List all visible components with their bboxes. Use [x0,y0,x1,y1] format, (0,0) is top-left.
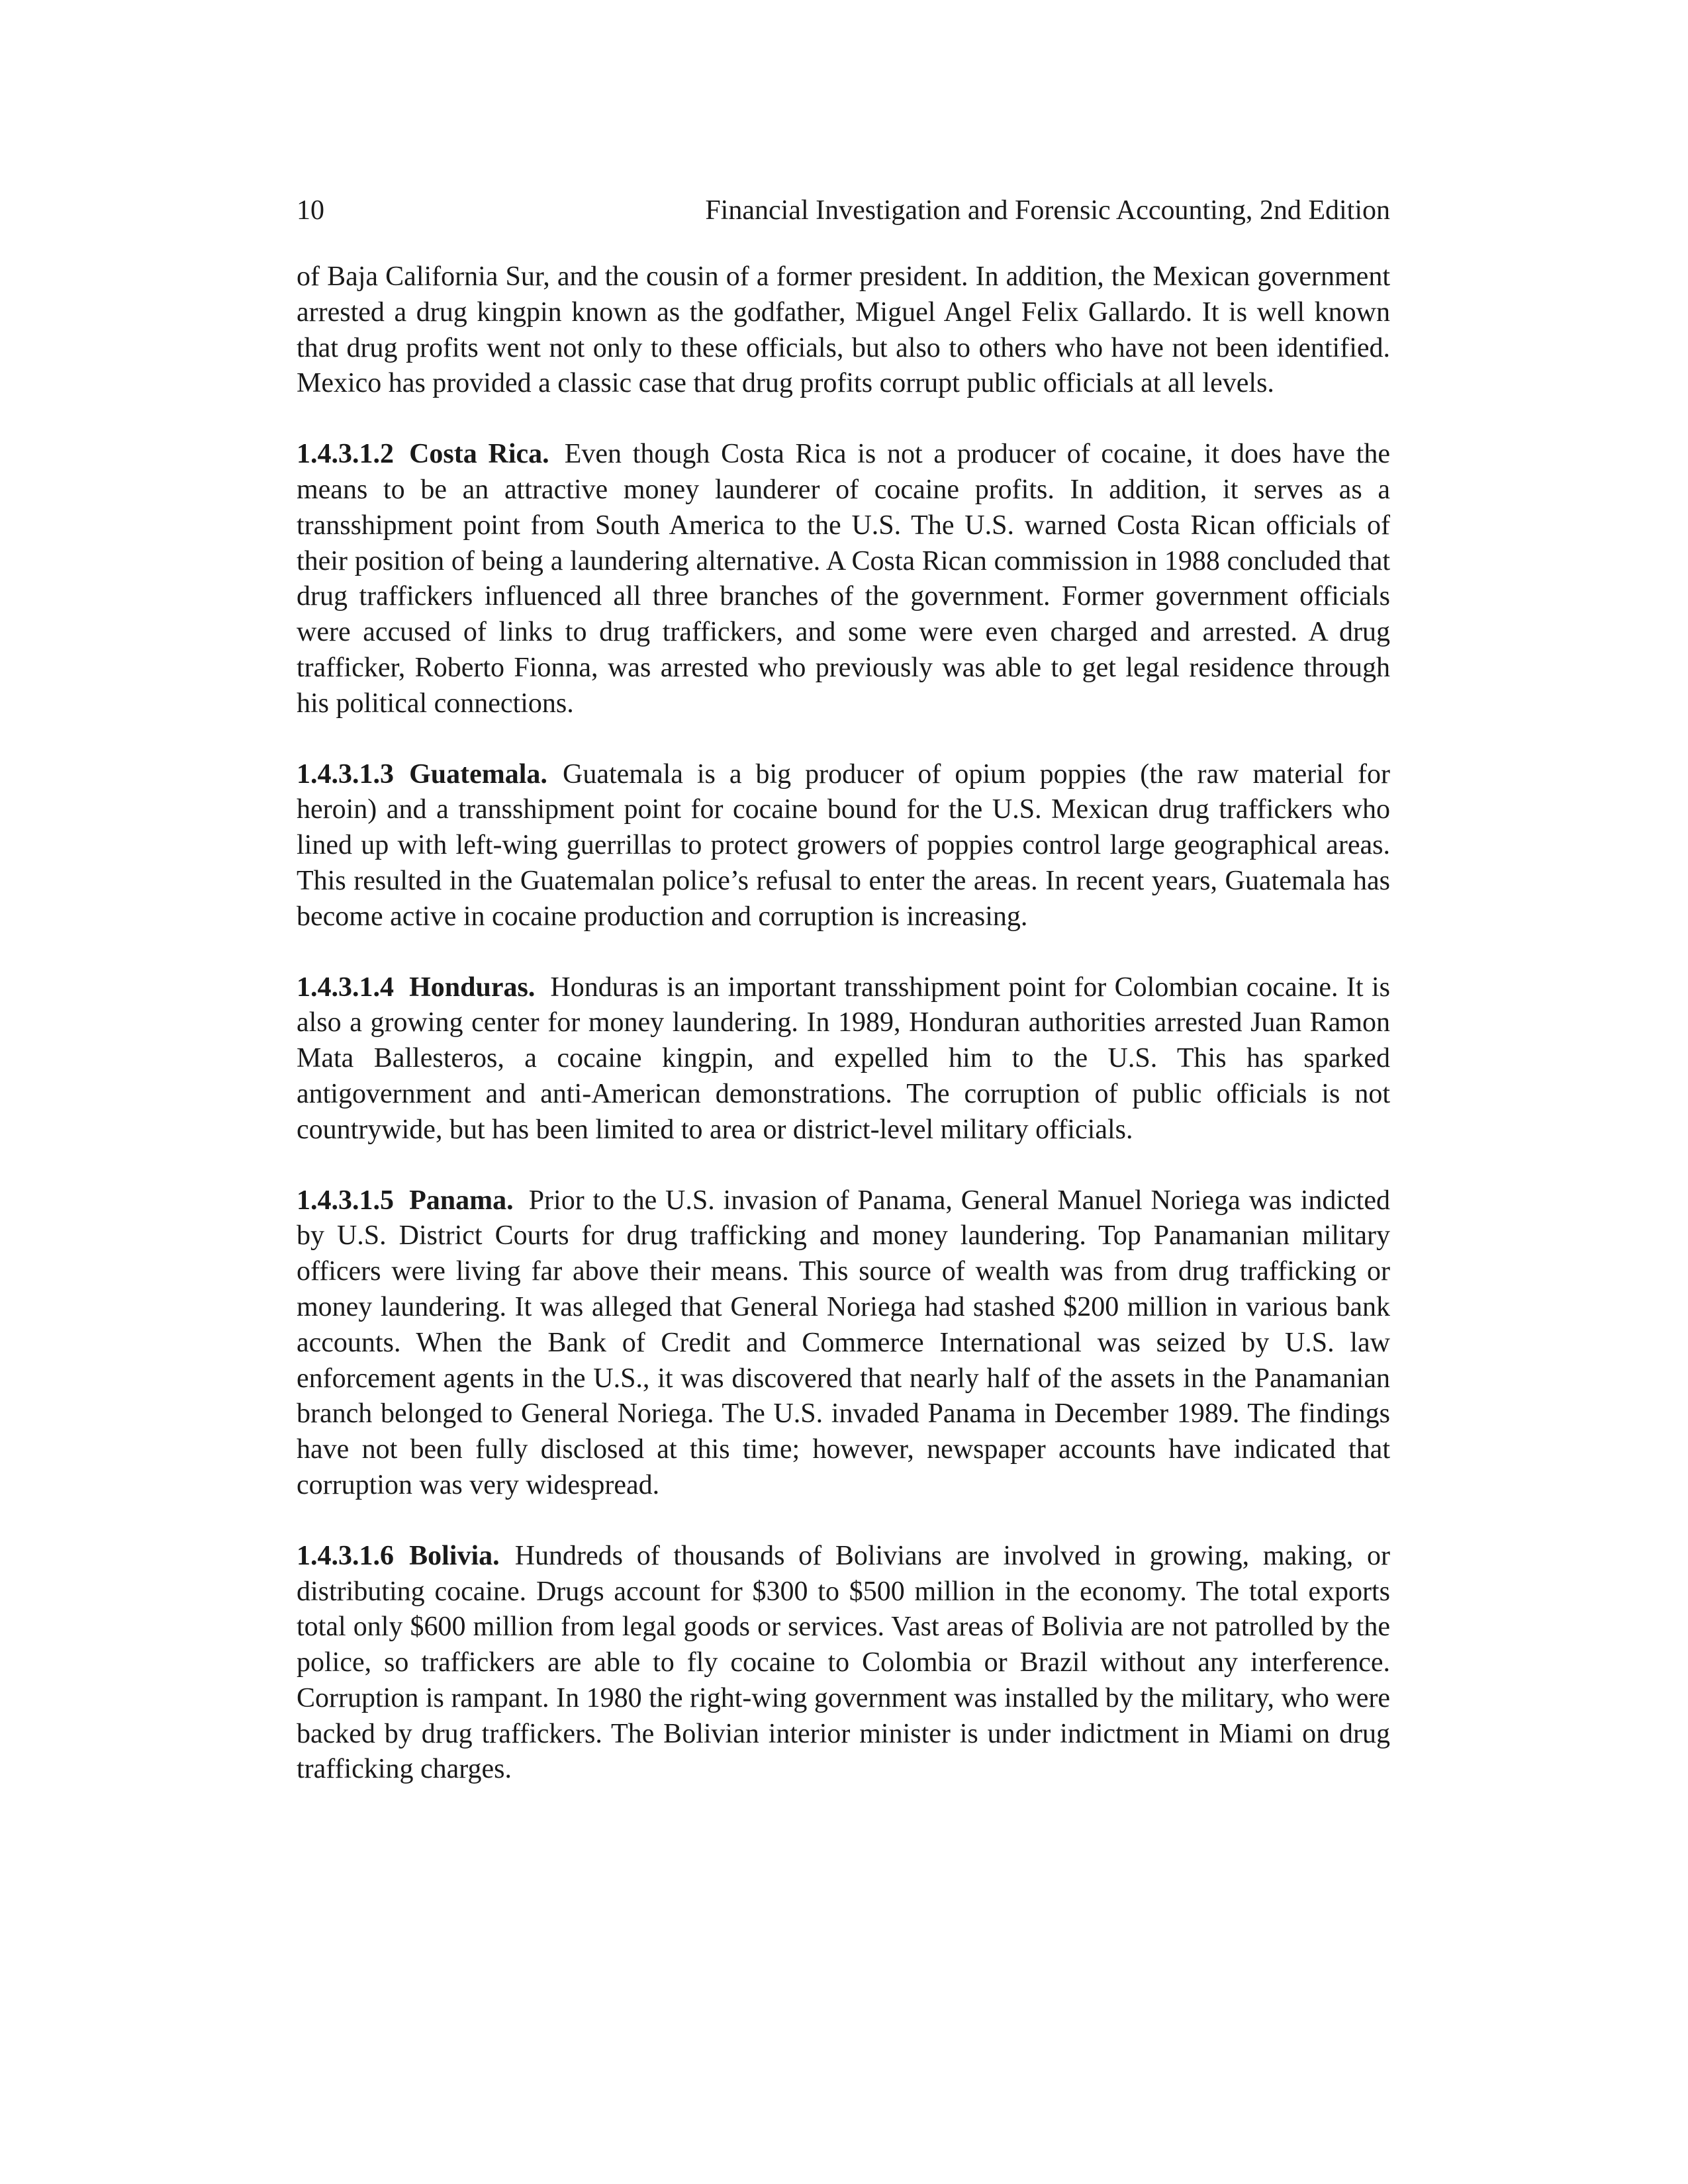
section-paragraph [297,437,1390,721]
intro-paragraph: of Baja California Sur, and the cousin of a former president. In addition, the Mexican government arrested a drug kingpin known as the godfather, Miguel Angel Felix Gallardo. It is well known that drug profits went not only to these officials, but also to others who have not been identified. Mexico has provided a classic case that drug profits corrupt public officials at all levels. [297,261,1390,399]
book-page [297,192,1390,1788]
section-costa-rica [297,437,1390,721]
page-number: 10 [297,195,324,226]
section-text: Prior to the U.S. invasion of Panama, General Manuel Noriega was indicted by U.S. District Courts for drug trafficking and money laundering. Top Panamanian military officers were living far above their means. This source of wealth was from drug trafficking or money laundering. It was alleged that General Noriega had stashed $200 million in various bank accounts. When the Bank of Credit and Commerce International was seized by U.S. law enforcement agents in the U.S., it was discovered that nearly half of the assets in the Panamanian branch belonged to General Noriega. The U.S. invaded Panama in December 1989. The findings have not been fully disclosed at this time; however, newspaper accounts have indicated that corruption was very widespread. [297,1185,1390,1500]
section-title: Panama. [409,1185,514,1216]
section-text: Hundreds of thousands of Bolivians are involved in growing, making, or distributing cocaine. Drugs account for $300 to $500 million in the economy. The total exports total only $600 million from legal goods or services. Vast areas of Bolivia are not patrolled by the police, so traffickers are able to fly cocaine to Colombia or Brazil without any interference. Corruption is rampant. In 1980 the right-wing government was installed by the military, who were backed by drug traffickers. The Bolivian interior minister is under indictment in Miami on drug trafficking charges. [297,1540,1390,1785]
section-number: 1.4.3.1.6 [297,1540,394,1571]
section-honduras [297,970,1390,1148]
section-paragraph [297,970,1390,1148]
section-title: Bolivia. [409,1540,500,1571]
section-title: Costa Rica. [409,439,549,470]
section-title: Guatemala. [409,758,547,790]
section-number: 1.4.3.1.4 [297,972,394,1003]
section-number: 1.4.3.1.3 [297,758,394,790]
running-title: Financial Investigation and Forensic Accounting, 2nd Edition [705,195,1390,226]
section-title: Honduras. [409,972,536,1003]
section-number: 1.4.3.1.2 [297,439,394,470]
section-bolivia [297,1539,1390,1788]
running-header [297,192,1390,229]
section-paragraph [297,1183,1390,1504]
section-paragraph [297,757,1390,935]
section-text: Guatemala is a big producer of opium poppies (the raw material for heroin) and a transshipment point for cocaine bound for the U.S. Mexican drug traffickers who lined up with left-wing guerrillas to protect growers of poppies control large geographical areas. This resulted in the Guatemalan police’s refusal to enter the areas. In recent years, Guatemala has become active in cocaine production and corruption is increasing. [297,758,1390,932]
section-guatemala [297,757,1390,935]
section-panama [297,1183,1390,1504]
section-text: Even though Costa Rica is not a producer of cocaine, it does have the means to be an attractive money launderer of cocaine profits. In addition, it serves as a transshipment point from South America to the U.S. The U.S. warned Costa Rican officials of their position of being a laundering alternative. A Costa Rican commission in 1988 concluded that drug traffickers influenced all three branches of the government. Former government officials were accused of links to drug traffickers, and some were even charged and arrested. A drug trafficker, Roberto Fionna, was arrested who previously was able to get legal residence through his political connections. [297,439,1390,719]
section-text: Honduras is an important transshipment point for Colombian cocaine. It is also a growing center for money laundering. In 1989, Honduran authorities arrested Juan Ramon Mata Ballesteros, a cocaine kingpin, and expelled him to the U.S. This has sparked antigovernment and anti-American demonstrations. The corruption of public officials is not countrywide, but has been limited to area or district-level military officials. [297,972,1390,1145]
section-paragraph [297,1539,1390,1788]
section-number: 1.4.3.1.5 [297,1185,394,1216]
